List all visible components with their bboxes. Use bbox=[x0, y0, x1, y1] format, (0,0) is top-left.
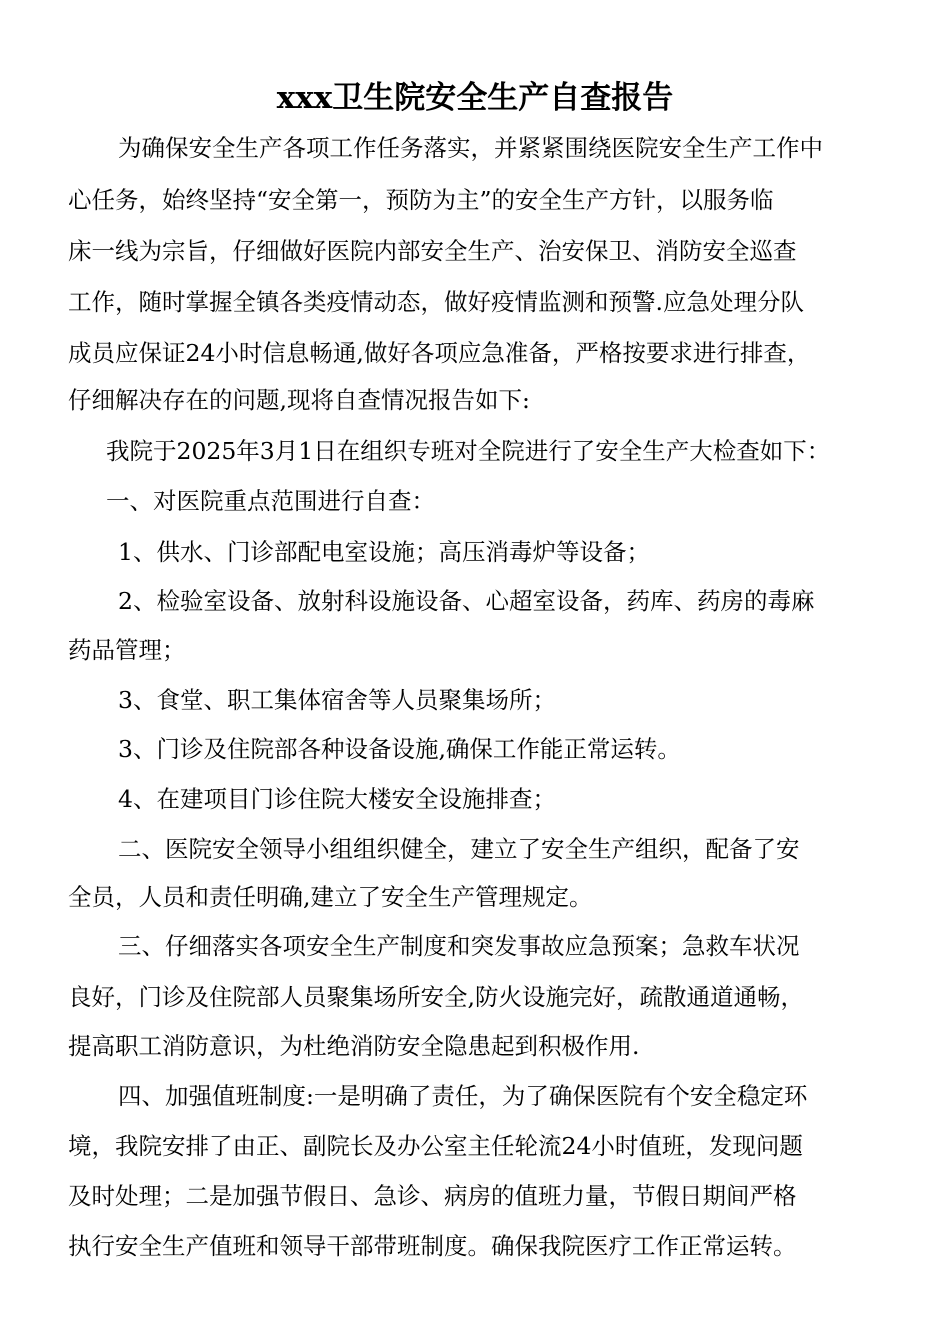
document-title: xxx卫生院安全生产自查报告 bbox=[276, 80, 674, 116]
paragraph-line: 二、医院安全领导小组组织健全，建立了安全生产组织，配备了安 bbox=[118, 835, 800, 863]
list-item: 1、供水、门诊部配电室设施；高压消毒炉等设备； bbox=[118, 538, 650, 566]
paragraph-line: 三、仔细落实各项安全生产制度和突发事故应急预案；急救车状况 bbox=[118, 932, 800, 960]
paragraph-line: 执行安全生产值班和领导干部带班制度。确保我院医疗工作正常运转。 bbox=[68, 1232, 797, 1260]
paragraph-line: 提高职工消防意识，为杜绝消防安全隐患起到积极作用. bbox=[68, 1032, 640, 1060]
list-item: 3、门诊及住院部各种设备设施,确保工作能正常运转。 bbox=[118, 735, 681, 763]
paragraph-line: 境，我院安排了由正、副院长及办公室主任轮流24小时值班，发现问题 bbox=[68, 1132, 803, 1160]
list-item: 药品管理； bbox=[68, 636, 186, 664]
paragraph-line: 我院于2025年3月1日在组织专班对全院进行了安全生产大检查如下： bbox=[106, 437, 831, 465]
list-item: 3、食堂、职工集体宿舍等人员聚集场所； bbox=[118, 686, 556, 714]
paragraph-line: 为确保安全生产各项工作任务落实，并紧紧围绕医院安全生产工作中 bbox=[118, 134, 823, 162]
paragraph-line: 全员，人员和责任明确,建立了安全生产管理规定。 bbox=[68, 883, 593, 911]
paragraph-line: 床一线为宗旨，仔细做好医院内部安全生产、治安保卫、消防安全巡查 bbox=[68, 237, 797, 265]
paragraph-line: 成员应保证24小时信息畅通,做好各项应急准备，严格按要求进行排查， bbox=[68, 339, 811, 367]
paragraph-line: 良好，门诊及住院部人员聚集场所安全,防火设施完好，疏散通道通畅， bbox=[68, 983, 804, 1011]
paragraph-line: 工作，随时掌握全镇各类疫情动态，做好疫情监测和预警.应急处理分队 bbox=[68, 288, 804, 316]
paragraph-line: 仔细解决存在的问题,现将自查情况报告如下: bbox=[68, 386, 530, 414]
section-heading: 一、对医院重点范围进行自查： bbox=[106, 487, 435, 515]
paragraph-line: 心任务，始终坚持“安全第一，预防为主”的安全生产方针，以服务临 bbox=[68, 186, 774, 214]
list-item: 4、在建项目门诊住院大楼安全设施排查； bbox=[118, 785, 556, 813]
paragraph-line: 四、加强值班制度:一是明确了责任，为了确保医院有个安全稳定环 bbox=[118, 1082, 808, 1110]
list-item: 2、检验室设备、放射科设施设备、心超室设备，药库、药房的毒麻 bbox=[118, 587, 815, 615]
paragraph-line: 及时处理；二是加强节假日、急诊、病房的值班力量，节假日期间严格 bbox=[68, 1182, 797, 1210]
